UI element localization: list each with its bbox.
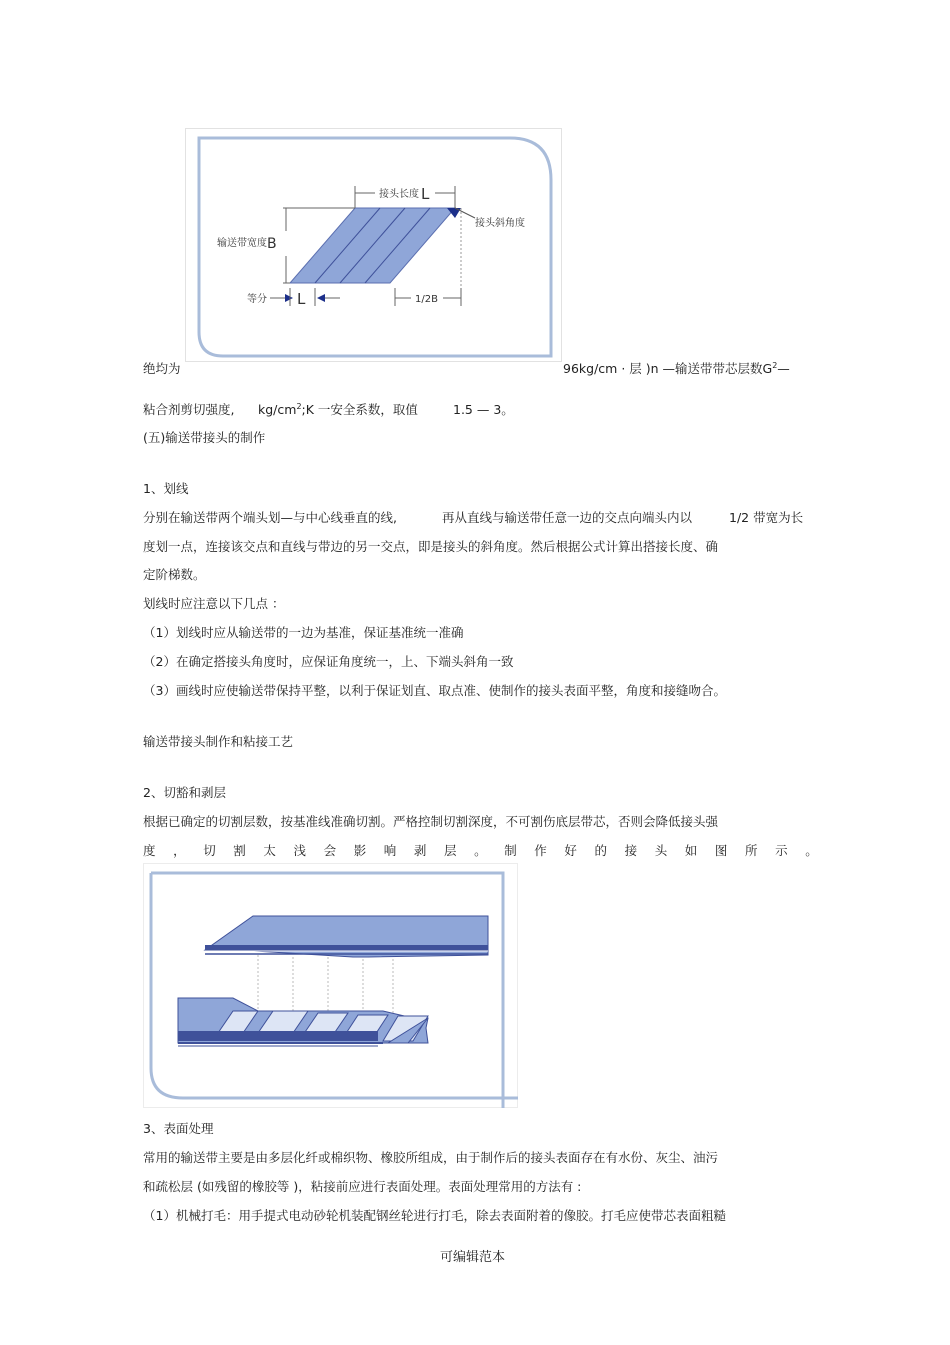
label-half-B: 1/2B bbox=[415, 294, 438, 305]
line2-b bbox=[258, 402, 418, 418]
label-L-top: L bbox=[421, 185, 430, 203]
joint-angle-diagram bbox=[185, 128, 562, 362]
s1-item1: （1）划线时应从输送带的一边为基准，保证基准统一准确 bbox=[143, 625, 464, 640]
s3-p3: （1）机械打毛：用手提式电动砂轮机装配钢丝轮进行打毛，除去表面附着的像胶。打毛应使带芯表面粗糙 bbox=[143, 1208, 726, 1223]
s3-title: 3、表面处理 bbox=[143, 1121, 214, 1136]
s2-title: 2、切豁和剥层 bbox=[143, 785, 226, 800]
line1-sup: 2 bbox=[772, 361, 778, 370]
s1-title: 1、划线 bbox=[143, 481, 189, 496]
footer: 可编辑范本 bbox=[440, 1250, 506, 1265]
section-five-title: (五)输送带接头的制作 bbox=[143, 430, 266, 445]
mid-title: 输送带接头制作和粘接工艺 bbox=[143, 734, 294, 749]
s1-p1a: 分别在输送带两个端头划—与中心线垂直的线, bbox=[143, 510, 397, 525]
s3-p2: 和疏松层 (如残留的橡胶等 )，粘接前应进行表面处理。表面处理常用的方法有 : bbox=[143, 1179, 582, 1194]
s1-p3: 定阶梯数。 bbox=[143, 567, 206, 582]
joint-angle-figure bbox=[185, 128, 562, 362]
label-B: B bbox=[267, 236, 277, 252]
line2-sup: 2 bbox=[296, 402, 302, 411]
s1-p1c: 1/2 带宽为长 bbox=[729, 510, 804, 525]
line1-tail: — bbox=[777, 361, 790, 376]
s3-p1: 常用的输送带主要是由多层化纤或棉织物、橡胶所组成，由于制作后的接头表面存在有水份、灰尘、油污 bbox=[143, 1150, 719, 1165]
line1-right bbox=[563, 361, 790, 377]
s1-item2: （2）在确定搭接头角度时，应保证角度统一，上、下端头斜角一致 bbox=[143, 654, 514, 669]
s1-p4: 划线时应注意以下几点 ： bbox=[143, 596, 285, 611]
line1-left: 绝均为 bbox=[143, 361, 181, 376]
line2-d: 1.5 — 3。 bbox=[453, 402, 514, 417]
s1-item3: （3）画线时应使输送带保持平整，以利于保证划直、取点准、使制作的接头表面平整，角度和接缝吻合。 bbox=[143, 683, 726, 698]
s2-p1: 根据已确定的切割层数，按基准线准确切割。严格控制切割深度，不可割伤底层带芯，否则会降低接头强 bbox=[143, 814, 719, 829]
line2-b-text: kg/cm bbox=[258, 402, 297, 417]
stepped-joint-figure bbox=[143, 863, 518, 1108]
line2-c: ;K 一安全系数，取值 bbox=[301, 402, 418, 417]
line1-right-text: 96kg/cm · 层 )n —输送带带芯层数G bbox=[563, 361, 773, 376]
label-width: 输送带宽度 bbox=[217, 238, 267, 249]
s2-p2: 度，切割太浅会影响剥层。制作好的接头如图所示。 bbox=[143, 843, 836, 858]
label-equal: 等分 bbox=[247, 294, 267, 305]
s1-p1b: 再从直线与输送带任意一边的交点向端头内以 bbox=[442, 510, 693, 525]
label-joint-length: 接头长度 bbox=[379, 189, 419, 200]
line2-a: 粘合剂剪切强度, bbox=[143, 402, 235, 417]
label-L-bottom: L bbox=[297, 290, 306, 308]
stepped-joint-diagram bbox=[143, 863, 518, 1108]
s1-p2: 度划一点，连接该交点和直线与带边的另一交点，即是接头的斜角度。然后根据公式计算出搭接长度、确 bbox=[143, 539, 719, 554]
label-joint-angle: 接头斜角度 bbox=[475, 218, 525, 229]
